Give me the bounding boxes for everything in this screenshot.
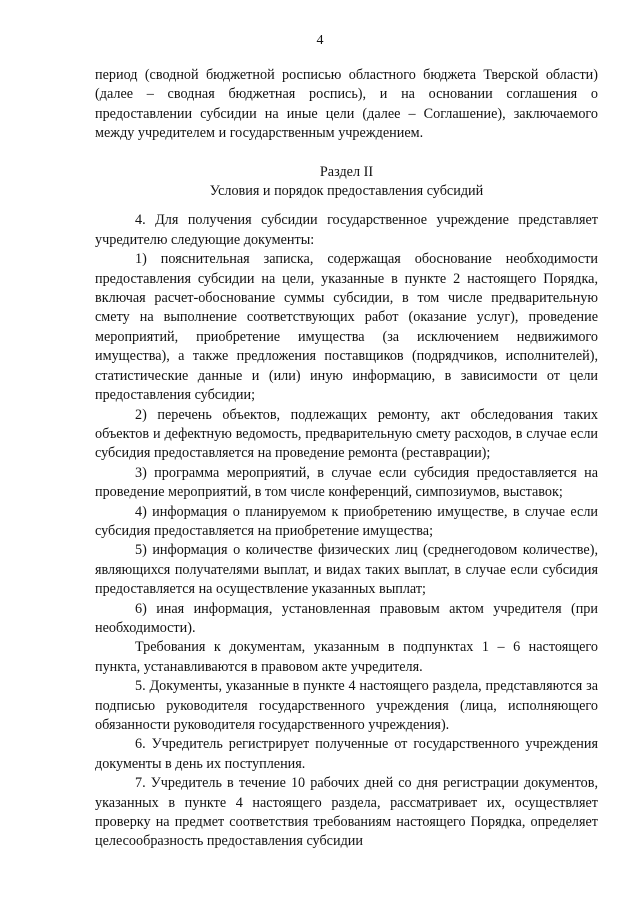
item-5-payments-info: 5) информация о количестве физических лиц (среднегодовом количестве), являющихся получателями выплат, и видах таких выплат, в случае если субсидия предоставляется на осуществление указанных выплат; — [95, 542, 598, 598]
item-1-explanatory-note: 1) пояснительная записка, содержащая обоснование необходимости предоставления субсидии на цели, указанные в пункте 2 настоящего Порядка, включая расчет-обоснование суммы субсидии, в том числе предварительную смету на выполнение соответствующих работ (оказание услуг), проведение мероприятий, приобретение имущества (за исключением недвижимого имущества), а также предложения поставщиков (подрядчиков, исполнителей), статистические данные и (или) иную информацию, в зависимости от цели предоставления субсидии; — [95, 251, 598, 404]
intro-paragraph: период (сводной бюджетной росписью областного бюджета Тверской области) (далее – сводная бюджетная роспись), и на основании соглашения о предоставлении субсидии на иные цели (далее – Соглашение), заключаемого между учредителем и государственным учреждением. — [95, 67, 598, 142]
item-2-repair-objects: 2) перечень объектов, подлежащих ремонту, акт обследования таких объектов и дефектную ведомость, предварительную смету расходов, в случае если субсидия предоставляется на проведение ремонта (реставрации); — [95, 406, 598, 462]
item-6-other-info: 6) иная информация, установленная правовым актом учредителя (при необходимости). — [95, 600, 598, 636]
document-requirements: Требования к документам, указанным в подпунктах 1 – 6 настоящего пункта, устанавливаются в правовом акте учредителя. — [95, 639, 598, 675]
paragraph-5: 5. Документы, указанные в пункте 4 настоящего раздела, представляются за подписью руководителя государственного учреждения (лица, исполняющего обязанности руководителя государственного учреждения). — [95, 678, 598, 733]
section-number: Раздел II — [319, 163, 374, 180]
item-3-event-program: 3) программа мероприятий, в случае если субсидия предоставляется на проведение мероприятий, в том числе конференций, симпозиумов, выставок; — [95, 464, 598, 501]
document-body — [95, 66, 598, 852]
section-title: Условия и порядок предоставления субсидий — [209, 183, 484, 200]
paragraph-7: 7. Учредитель в течение 10 рабочих дней со дня регистрации документов, указанных в пункте 4 настоящего раздела, рассматривает их, осуществляет проверку на предмет соответствия требованиям настоящего Порядка, определяет целесообразность предоставления субсидии — [95, 775, 598, 850]
paragraph-4: 4. Для получения субсидии государственное учреждение представляет учредителю следующие документы: — [95, 212, 598, 248]
page-number: 4 — [316, 33, 324, 48]
paragraph-6: 6. Учредитель регистрирует полученные от государственного учреждения документы в день их поступления. — [95, 736, 598, 772]
item-4-property-info: 4) информация о планируемом к приобретению имуществе, в случае если субсидия предоставляется на приобретение имущества; — [95, 503, 598, 539]
